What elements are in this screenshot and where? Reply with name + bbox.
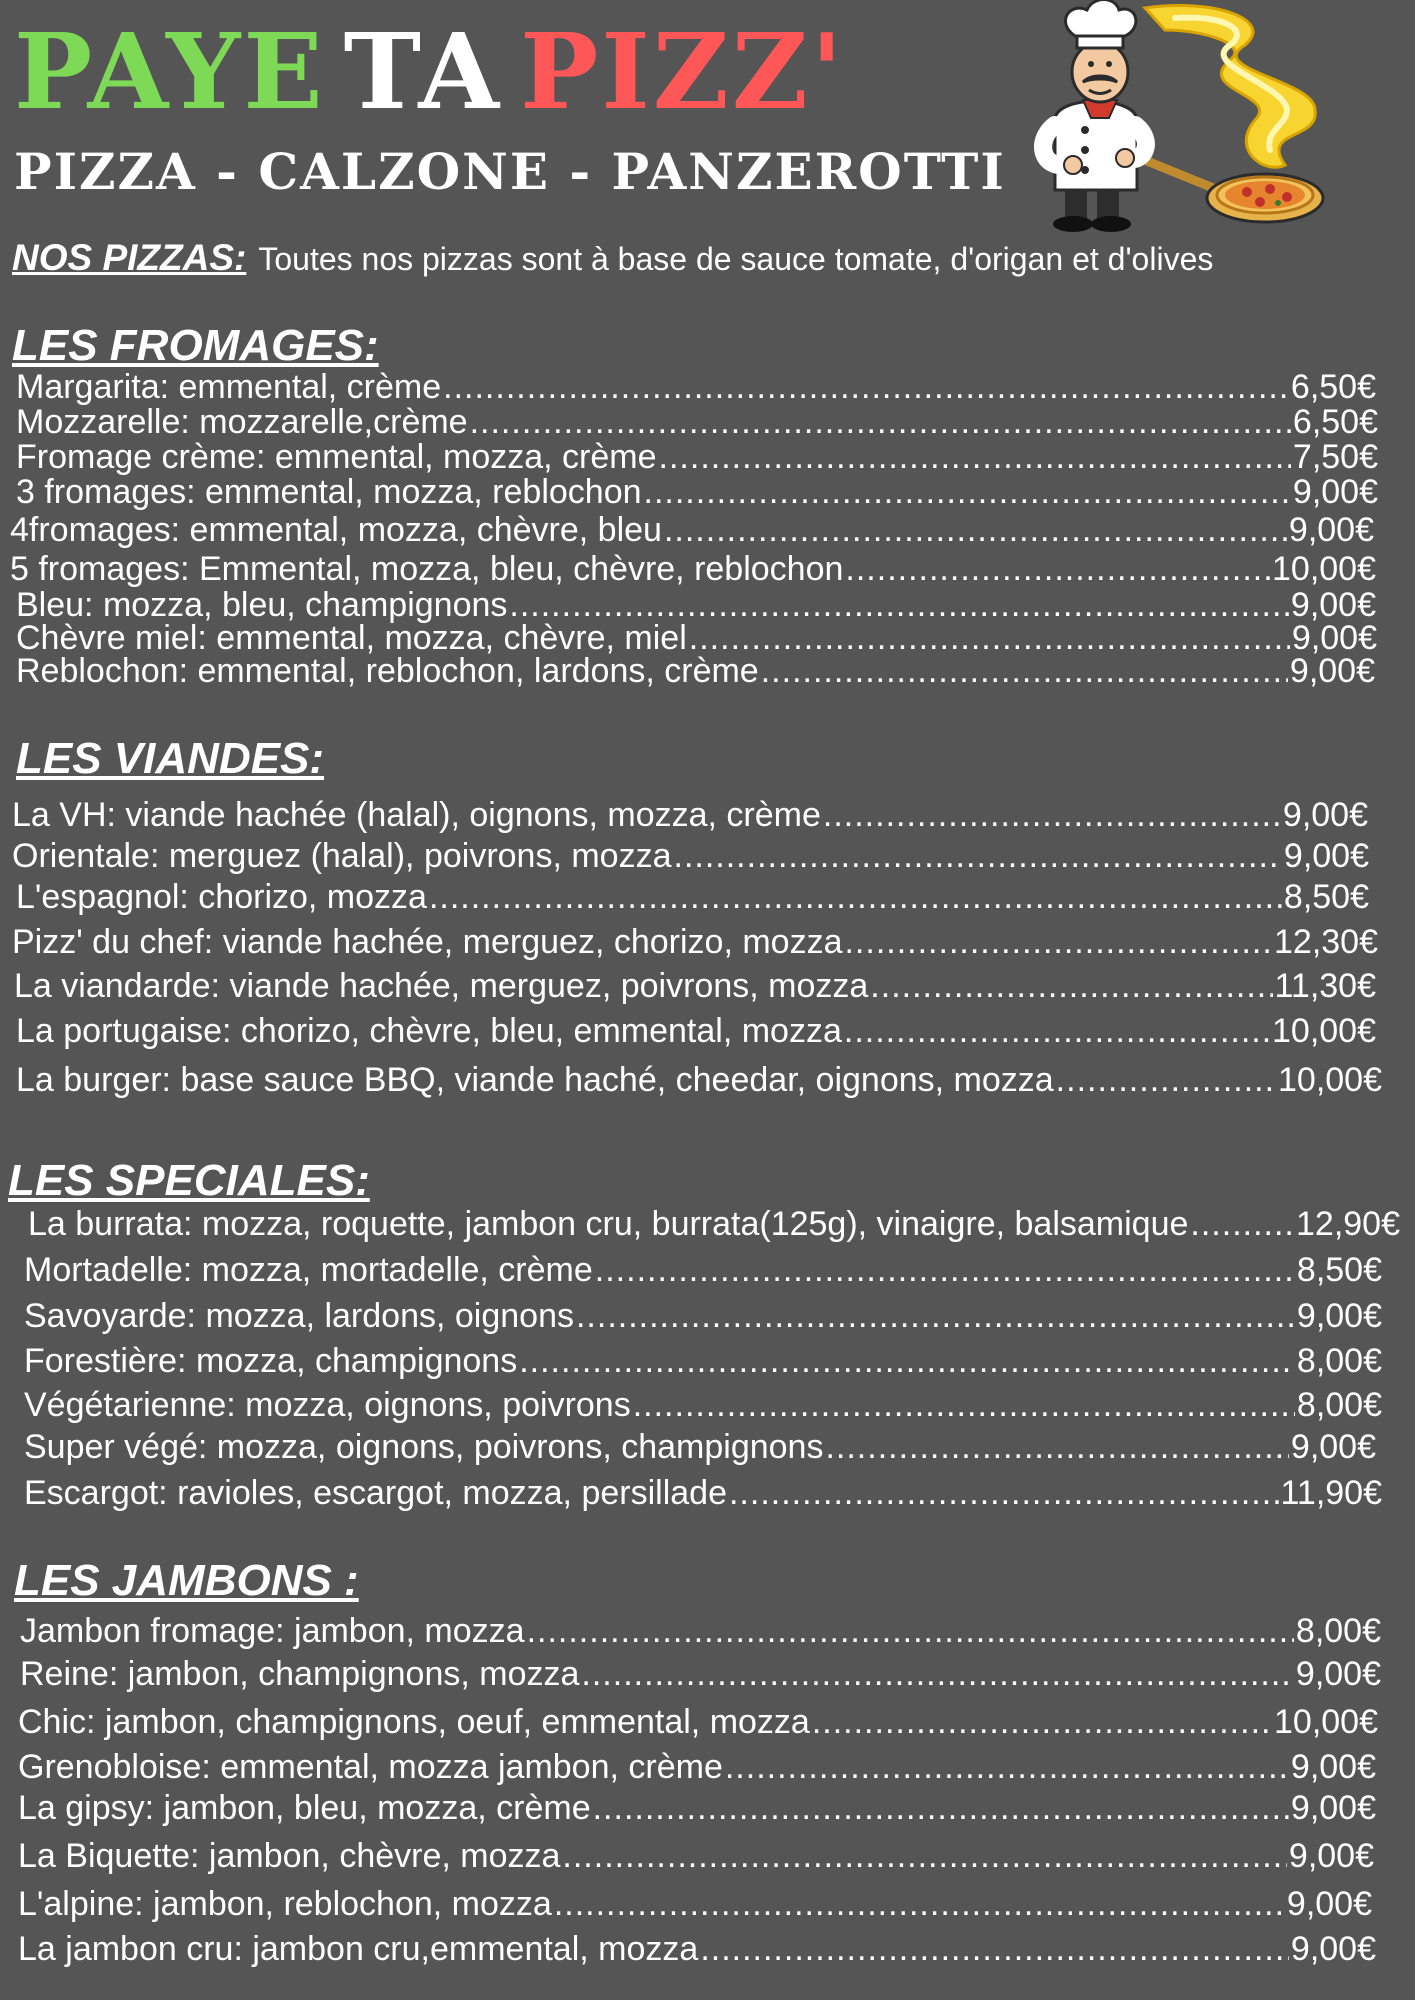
dot-leader: [633, 1387, 1295, 1423]
menu-item-name: La burrata: mozza, roquette, jambon cru, burrata(125g), vinaigre, balsamique: [28, 1206, 1189, 1242]
menu-item-price: 9,00€: [1292, 474, 1378, 510]
brand-word-paye: PAYE: [14, 10, 326, 133]
dot-leader: [443, 369, 1289, 405]
menu-item-price: 9,00€: [1282, 797, 1368, 833]
menu-item-price: 9,00€: [1290, 587, 1376, 623]
intro-line: [12, 236, 1213, 281]
menu-item: [24, 1252, 1382, 1288]
menu-item-name: Grenobloise: emmental, mozza jambon, crème: [18, 1749, 723, 1785]
menu-item-name: Savoyarde: mozza, lardons, oignons: [24, 1298, 574, 1334]
menu-item: [16, 1013, 1376, 1049]
menu-item-name: L'espagnol: chorizo, mozza: [16, 879, 427, 915]
menu-item: [12, 838, 1369, 874]
menu-item-price: 8,00€: [1296, 1343, 1382, 1379]
menu-item-price: 10,00€: [1278, 1062, 1382, 1098]
menu-item-price: 9,00€: [1289, 653, 1375, 689]
menu-item-price: 9,00€: [1295, 1656, 1381, 1692]
menu-item-name: Super végé: mozza, oignons, poivrons, champignons: [24, 1429, 824, 1465]
intro-label: NOS PIZZAS:: [12, 237, 247, 278]
menu-item-name: Pizz' du chef: viande hachée, merguez, chorizo, mozza: [12, 924, 843, 960]
dot-leader: [562, 1838, 1287, 1874]
section-title-speciales: LES SPECIALES:: [8, 1156, 370, 1205]
menu-item-price: 9,00€: [1290, 1429, 1376, 1465]
menu-item: [18, 1790, 1376, 1826]
menu-item: [20, 1656, 1381, 1692]
menu-item-name: Bleu: mozza, bleu, champignons: [16, 587, 508, 623]
menu-item: [28, 1206, 1400, 1242]
dot-leader: [729, 1475, 1279, 1511]
menu-item-name: Chic: jambon, champignons, oeuf, emmental, mozza: [18, 1704, 810, 1740]
dot-leader: [576, 1298, 1295, 1334]
menu-item-price: 9,00€: [1290, 1749, 1376, 1785]
menu-item: [24, 1387, 1382, 1423]
menu-item-name: Végétarienne: mozza, oignons, poivrons: [24, 1387, 631, 1423]
section-title-fromages: LES FROMAGES:: [12, 321, 379, 370]
menu-item-price: 8,00€: [1295, 1613, 1381, 1649]
dot-leader: [689, 620, 1290, 656]
dot-leader: [844, 1013, 1270, 1049]
menu-item-name: Orientale: merguez (halal), poivrons, mozza: [12, 838, 672, 874]
menu-item-price: 12,90€: [1296, 1206, 1400, 1242]
menu-item: [24, 1429, 1376, 1465]
menu-item: [18, 1704, 1378, 1740]
menu-item: [16, 1062, 1382, 1098]
dot-leader: [1056, 1062, 1276, 1098]
menu-item: [12, 797, 1368, 833]
chef-with-pizza-peel-icon: [1025, 0, 1345, 235]
dot-leader: [581, 1656, 1294, 1692]
menu-item-price: 10,00€: [1272, 1013, 1376, 1049]
brand-subtitle: PIZZA - CALZONE - PANZEROTTI: [14, 142, 1006, 201]
menu-item: [16, 439, 1378, 475]
dot-leader: [761, 653, 1288, 689]
menu-item: [16, 587, 1376, 623]
dot-leader: [725, 1749, 1289, 1785]
dot-leader: [825, 1429, 1288, 1465]
menu-item-price: 9,00€: [1290, 1931, 1376, 1967]
menu-item-price: 10,00€: [1274, 1704, 1378, 1740]
menu-item-name: Chèvre miel: emmental, mozza, chèvre, miel: [16, 620, 687, 656]
dot-leader: [429, 879, 1282, 915]
dot-leader: [674, 838, 1282, 874]
menu-item-price: 11,90€: [1280, 1475, 1382, 1511]
menu-item-price: 9,00€: [1283, 838, 1369, 874]
menu-item-name: La burger: base sauce BBQ, viande haché, cheedar, oignons, mozza: [16, 1062, 1054, 1098]
section-title-viandes: LES VIANDES:: [16, 734, 325, 783]
dot-leader: [509, 587, 1289, 623]
menu-item-price: 7,50€: [1292, 439, 1378, 475]
menu-item: [16, 404, 1378, 440]
dot-leader: [593, 1790, 1289, 1826]
menu-item: [10, 551, 1376, 587]
menu-item-name: 5 fromages: Emmental, mozza, bleu, chèvre, reblochon: [10, 551, 844, 587]
menu-item: [16, 369, 1376, 405]
menu-item-price: 11,30€: [1274, 968, 1376, 1004]
menu-item: [18, 1886, 1372, 1922]
brand-word-pizz: PIZZ': [520, 10, 846, 133]
menu-item-name: Mortadelle: mozza, mortadelle, crème: [24, 1252, 593, 1288]
menu-item-name: La Biquette: jambon, chèvre, mozza: [18, 1838, 561, 1874]
menu-item-name: 4fromages: emmental, mozza, chèvre, bleu: [10, 512, 662, 548]
brand-logo: [14, 10, 846, 133]
dot-leader: [659, 439, 1291, 475]
menu-item: [16, 653, 1375, 689]
menu-item: [24, 1343, 1382, 1379]
menu-item-name: La portugaise: chorizo, chèvre, bleu, emmental, mozza: [16, 1013, 842, 1049]
dot-leader: [470, 404, 1291, 440]
menu-item-name: Reine: jambon, champignons, mozza: [20, 1656, 580, 1692]
menu-item-price: 9,00€: [1286, 1886, 1372, 1922]
menu-item-name: Jambon fromage: jambon, mozza: [20, 1613, 525, 1649]
dot-leader: [644, 474, 1291, 510]
menu-item-name: L'alpine: jambon, reblochon, mozza: [18, 1886, 552, 1922]
dot-leader: [527, 1613, 1294, 1649]
menu-item-name: Reblochon: emmental, reblochon, lardons, crème: [16, 653, 759, 689]
menu-item-name: Forestière: mozza, champignons: [24, 1343, 518, 1379]
menu-item: [16, 879, 1369, 915]
menu-item-name: La gipsy: jambon, bleu, mozza, crème: [18, 1790, 591, 1826]
menu-item: [20, 1613, 1381, 1649]
menu-item-price: 9,00€: [1290, 1790, 1376, 1826]
menu-item-price: 6,50€: [1292, 404, 1378, 440]
menu-item: [18, 1931, 1376, 1967]
dot-leader: [664, 512, 1287, 548]
menu-item-price: 8,50€: [1283, 879, 1369, 915]
menu-item-price: 9,00€: [1288, 1838, 1374, 1874]
dot-leader: [845, 551, 1270, 587]
menu-item-name: La jambon cru: jambon cru,emmental, mozza: [18, 1931, 699, 1967]
menu-item-price: 6,50€: [1290, 369, 1376, 405]
intro-text: Toutes nos pizzas sont à base de sauce tomate, d'origan et d'olives: [258, 241, 1214, 277]
menu-item: [10, 512, 1374, 548]
menu-item: [24, 1475, 1382, 1511]
menu-item-name: Mozzarelle: mozzarelle,crème: [16, 404, 468, 440]
menu-item: [24, 1298, 1382, 1334]
menu-item-name: Margarita: emmental, crème: [16, 369, 442, 405]
menu-item: [12, 924, 1378, 960]
menu-item-price: 8,50€: [1296, 1252, 1382, 1288]
dot-leader: [823, 797, 1281, 833]
dot-leader: [1190, 1206, 1294, 1242]
menu-item-price: 8,00€: [1296, 1387, 1382, 1423]
menu-item-name: Escargot: ravioles, escargot, mozza, persillade: [24, 1475, 727, 1511]
menu-item: [18, 1838, 1374, 1874]
brand-word-ta: TA: [343, 10, 503, 133]
menu-item: [16, 474, 1378, 510]
menu-item-price: 9,00€: [1291, 620, 1377, 656]
menu-item: [16, 620, 1377, 656]
dot-leader: [870, 968, 1272, 1004]
dot-leader: [519, 1343, 1295, 1379]
dot-leader: [844, 924, 1272, 960]
menu-item-price: 10,00€: [1272, 551, 1376, 587]
dot-leader: [812, 1704, 1272, 1740]
dot-leader: [554, 1886, 1285, 1922]
dot-leader: [700, 1931, 1289, 1967]
menu-item-name: Fromage crème: emmental, mozza, crème: [16, 439, 657, 475]
menu-item-price: 9,00€: [1288, 512, 1374, 548]
menu-item-price: 9,00€: [1296, 1298, 1382, 1334]
menu-item-price: 12,30€: [1274, 924, 1378, 960]
section-title-jambons: LES JAMBONS :: [14, 1556, 359, 1605]
menu-item: [18, 1749, 1376, 1785]
menu-item-name: La VH: viande hachée (halal), oignons, mozza, crème: [12, 797, 821, 833]
menu-item-name: La viandarde: viande hachée, merguez, poivrons, mozza: [14, 968, 869, 1004]
menu-item: [14, 968, 1376, 1004]
dot-leader: [595, 1252, 1295, 1288]
menu-item-name: 3 fromages: emmental, mozza, reblochon: [16, 474, 642, 510]
